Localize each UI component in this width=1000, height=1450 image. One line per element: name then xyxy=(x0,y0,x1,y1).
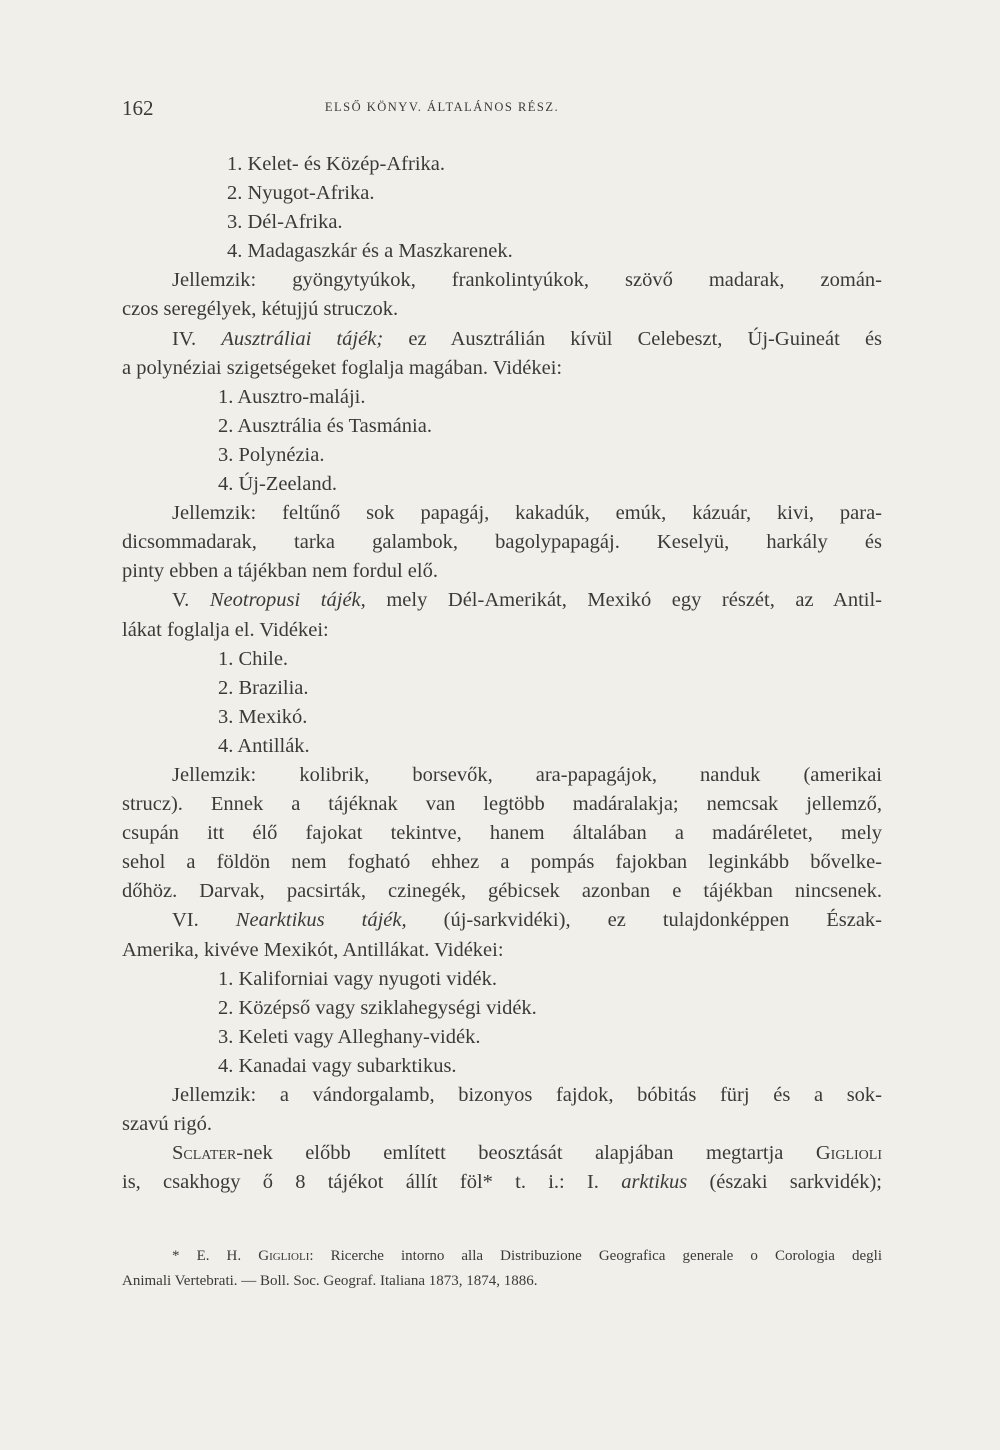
section-title: Ausztráliai tájék; xyxy=(221,327,384,350)
footnote-author: Giglioli xyxy=(258,1248,310,1264)
paragraph-line xyxy=(122,1139,882,1168)
section-heading-line xyxy=(122,325,882,354)
footnote-initials: E. H. xyxy=(196,1248,242,1264)
footnote-line xyxy=(122,1244,882,1269)
paragraph-line: lákat foglalja el. Vidékei: xyxy=(122,618,329,641)
author-name: Sclater xyxy=(172,1142,237,1165)
list-item: 4. Új-Zeeland. xyxy=(218,473,337,496)
paragraph-line: dicsommadarak, tarka galambok, bagolypapagáj. Keselyü, harkály és xyxy=(122,531,882,554)
paragraph-line: sehol a földön nem fogható ehhez a pompás fajokban leginkább bővelke- xyxy=(122,851,882,874)
paragraph-line: pinty ebben a tájékban nem fordul elő. xyxy=(122,560,438,583)
section-number: VI. xyxy=(172,909,199,932)
list-item: 1. Kelet- és Közép-Afrika. xyxy=(227,153,446,175)
paragraph-line: Jellemzik: kolibrik, borsevők, ara-papagájok, nanduk (amerikai xyxy=(172,763,882,786)
section-heading-line xyxy=(122,586,882,615)
page-number: 162 xyxy=(122,96,154,120)
paragraph-line: czos seregélyek, kétujjú struczok. xyxy=(122,298,399,321)
list-item: 2. Középső vagy sziklahegységi vidék. xyxy=(218,996,537,1019)
list-item: 1. Chile. xyxy=(218,647,289,670)
paragraph-line: csupán itt élő fajokat tekintve, hanem általában a madáréletet, mely xyxy=(122,822,882,845)
list-item: 4. Kanadai vagy subarktikus. xyxy=(218,1054,457,1077)
section-heading-line xyxy=(122,906,882,935)
paragraph-text: (északi sarkvidék); xyxy=(709,1171,882,1194)
paragraph-line: Jellemzik: feltűnő sok papagáj, kakadúk, emúk, kázuár, kivi, para- xyxy=(172,502,882,525)
footnote xyxy=(122,1244,882,1294)
paragraph-text: is, csakhogy ő 8 tájékot állít föl* t. i.: I. xyxy=(122,1171,599,1194)
section-text: (új-sarkvidéki), ez tulajdonképpen Észak- xyxy=(443,909,883,932)
footnote-text: : Ricerche intorno alla Distribuzione Geografica generale o Corologia degli xyxy=(309,1248,883,1264)
section-text: mely Dél-Amerikát, Mexikó egy részét, az Antil- xyxy=(386,589,883,612)
paragraph-text: -nek előbb említett beosztását alapjában megtartja xyxy=(236,1142,784,1165)
section-title: Nearktikus tájék, xyxy=(235,909,407,932)
paragraph-line: a polynéziai szigetségeket foglalja magában. Vidékei: xyxy=(122,356,563,379)
section-number: V. xyxy=(172,589,190,612)
list-item: 3. Keleti vagy Alleghany-vidék. xyxy=(218,1025,481,1048)
paragraph-line: szavú rigó. xyxy=(122,1113,212,1136)
paragraph-line: Jellemzik: gyöngytyúkok, frankolintyúkok, szövő madarak, zomán- xyxy=(172,269,882,292)
list-item: 3. Mexikó. xyxy=(218,705,308,728)
section-title: Neotropusi tájék, xyxy=(209,589,366,612)
region-name: arktikus xyxy=(621,1171,688,1194)
list-item: 1. Kaliforniai vagy nyugoti vidék. xyxy=(218,967,497,990)
paragraph-line: Amerika, kivéve Mexikót, Antillákat. Vidékei: xyxy=(122,938,504,961)
list-item: 3. Dél-Afrika. xyxy=(227,211,343,234)
footnote-line: Animali Vertebrati. — Boll. Soc. Geograf. Italiana 1873, 1874, 1886. xyxy=(122,1273,538,1289)
paragraph-line: dőhöz. Darvak, pacsirták, czinegék, gébicsek azonban e tájékban nincsenek. xyxy=(122,880,882,903)
page-header xyxy=(122,96,882,126)
paragraph-line: Jellemzik: a vándorgalamb, bizonyos fajdok, bóbitás fürj és a sok- xyxy=(172,1084,882,1106)
running-title: ELSŐ KÖNYV. ÁLTALÁNOS RÉSZ. xyxy=(324,100,560,114)
list-item: 3. Polynézia. xyxy=(218,443,325,466)
list-item: 2. Brazilia. xyxy=(218,676,309,699)
list-item: 4. Madagaszkár és a Maszkarenek. xyxy=(227,240,513,263)
page-body xyxy=(122,150,882,1197)
list-item: 2. Ausztrália és Tasmánia. xyxy=(218,414,432,437)
list-item: 1. Ausztro-maláji. xyxy=(218,385,366,408)
section-text: ez Ausztrálián kívül Celebeszt, Új-Guineát és xyxy=(408,327,883,350)
footnote-marker: * xyxy=(172,1248,180,1264)
paragraph-line xyxy=(122,1168,882,1197)
author-name: Giglioli xyxy=(815,1142,882,1165)
list-item: 4. Antillák. xyxy=(218,734,310,757)
paragraph-line: strucz). Ennek a tájéknak van legtöbb madáralakja; nemcsak jellemző, xyxy=(122,793,882,816)
section-number: IV. xyxy=(172,327,197,350)
list-item: 2. Nyugot-Afrika. xyxy=(227,182,375,205)
